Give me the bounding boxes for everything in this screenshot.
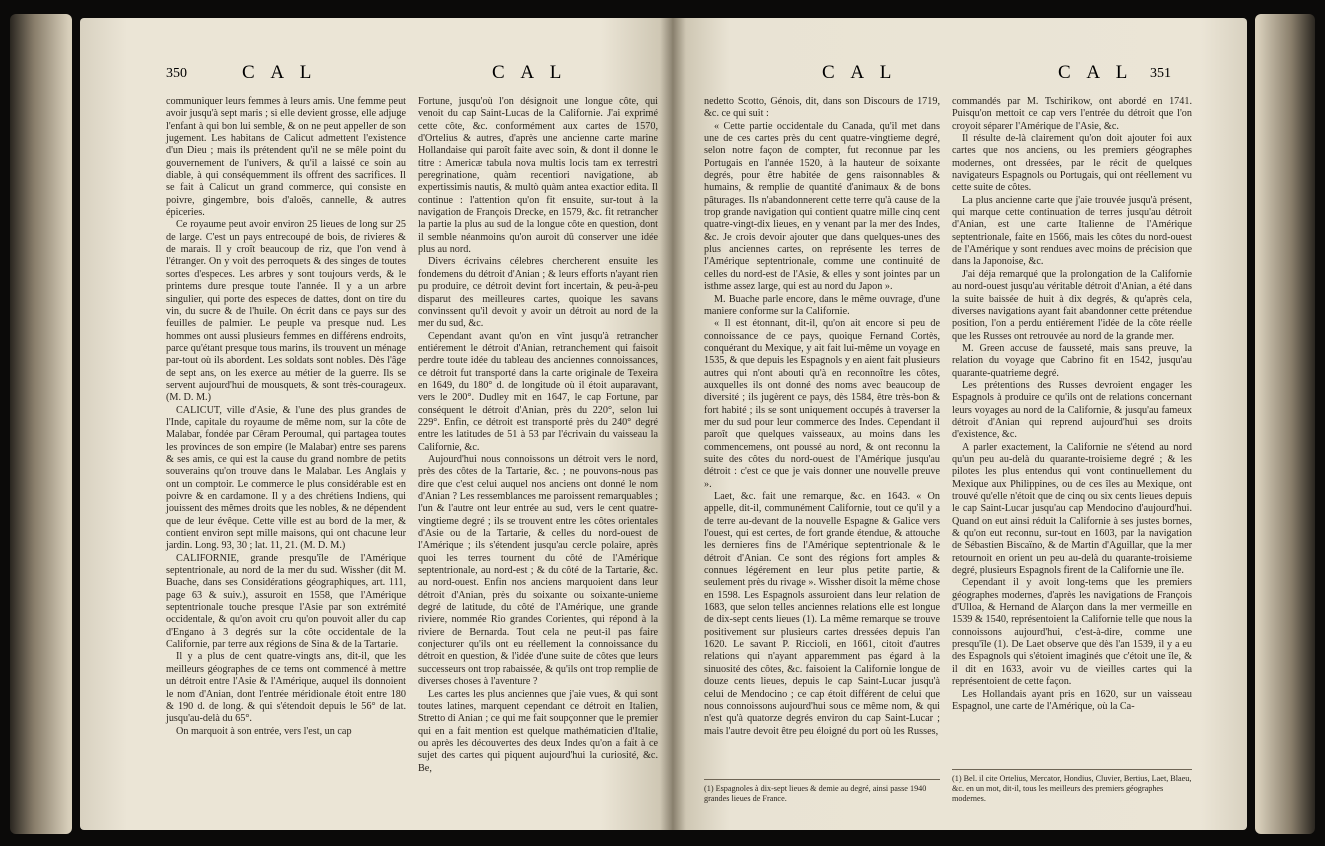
paragraph: J'ai déja remarqué que la prolongation de la Californie au nord-ouest jusqu'au véritable détroit d'Anian, a été dans la suite baissée de huit à dix degrés, & qu'après cela, diverses navigations ayant fait abandonner cette prétendue position, l'on a perdu entiérement l'idée de la côte réelle que les Russes ont retrouvée au nord de la grande mer. (952, 268, 1192, 342)
paragraph: La plus ancienne carte que j'aie trouvée jusqu'à présent, qui marque cette continuation de terres jusqu'au détroit d'Anian, est une carte Italienne de l'Amérique septentrionale, faite en 1566, mais les côtes du nord-ouest de l'Amérique y sont rendues avec moins de précision que dans la Japonoise, &c. (952, 194, 1192, 268)
running-head: C A L (492, 62, 568, 83)
paragraph: M. Buache parle encore, dans le même ouvrage, d'une maniere conforme sur la Californie. (704, 293, 940, 317)
paragraph: Divers écrivains célebres chercherent ensuite les fondemens du détroit d'Anian ; & leurs efforts n'ayant rien pu produire, ce détroit devint fort incertain, & peu-à-peu disparut des meilleures cartes, quoique les savans convinssent qu'il devoit y avoir un détroit au nord de la mer du sud, &c. (418, 256, 658, 330)
right-page (672, 18, 1247, 830)
paragraph: Fortune, jusqu'où l'on désignoit une longue côte, qui venoit du cap Saint-Lucas de la Californie. J'ai exprimé cette côte, &c. conformément aux cartes de 1570, d'Ortelius & autres, d'après une ancienne carte marine Hollandaise qui paroît faite avec soin, & dont il donne le titre : Americæ tabula nova multis locis tam ex terrestri peregrinatione, quàm recentiori navigatione, ab expertissimis nautis, & multò quàm antea exactior edita. Il continue : l'attention qu'on fit ensuite, sur-tout à la navigation de François Drecke, en 1579, &c. fit retrancher la partie la plus au sud de la longue côte en question, dont il semble néanmoins qu'on auroit dû conserver une idée plus au nord. (418, 96, 658, 256)
right-page-edges (1255, 14, 1315, 834)
paragraph: CALIFORNIE, grande presqu'île de l'Amérique septentrionale, au nord de la mer du sud. Wissher (dit M. Buache, dans ses Considérations géographiques, art. 111, page 63 & suiv.), assuroit en 1558, que l'Amérique septentrionale touche presque l'Asie par son extrémité occidentale, & qu'on avoit cru qu'on pouvoit aller du cap d'Engano à 3 degrés sur la côte occidentale de la Californie, par terre aux régions de Sina & de la Tartarie. (166, 552, 406, 651)
paragraph: Laet, &c. fait une remarque, &c. en 1643. « On appelle, dit-il, communément Californie, tout ce qu'il y a de terre au-devant de la nouvelle Espagne & Galice vers l'ouest, qui est certes, de fort grande étendue, & attouche les dernieres fins de l'Amérique septentrionale & le détroit d'Anian. Ce sont des régions fort amples & connues légérement en leur plus petite partie, & seulement près du rivage ». Wissher disoit la même chose en 1598. Les Espagnols assuroient dans leur relation de 1683, que selon telles anciennes relations elle est longue de dix-sept cents lieues (1). La même remarque se trouve positivement sur plusieurs cartes dressées depuis l'an 1620. Le savant P. Riccioli, en 1661, citoit d'autres relations qui n'ayant apparemment pas égard à la sinuosité des côtes, &c. faisoient la Californie longue de douze cents lieues, depuis le cap Saint-Lucar jusqu'à celui de Mendocino ; ce cap étoit différent de celui que nous connoissons aujourd'hui sous ce même nom, & qui n'est qu'à quatorze degrés environ du cap Saint-Lucar ; mais l'autre devoit être peu éloigné du port où les Russes, (704, 491, 940, 737)
text-column-left-2 (418, 96, 658, 775)
paragraph: commandés par M. Tschirikow, ont abordé en 1741. Puisqu'on mettoit ce cap vers l'entrée du détroit que l'on croyoit séparer l'Amérique de l'Asie, &c. (952, 96, 1192, 132)
left-page-edges (10, 14, 72, 834)
paragraph: On marquoit à son entrée, vers l'est, un cap (176, 725, 352, 737)
running-head: C A L (822, 62, 898, 83)
paragraph: nedetto Scotto, Génois, dit, dans son Discours de 1719, &c. ce qui suit : (704, 96, 940, 120)
page-number: 351 (1150, 66, 1171, 81)
paragraph: Il y a plus de cent quatre-vingts ans, dit-il, que les meilleurs géographes de ce tems ont commencé à mettre un détroit entre l'Asie & l'Amérique, auquel ils donnoient le nom d'Anian, dont l'entrée méridionale étoit entre 180 & 190 d. de long. & qui s'étendoit depuis le 56° de lat. jusqu'au-delà du 65°. (166, 651, 406, 725)
paragraph: communiquer leurs femmes à leurs amis. Une femme peut avoir jusqu'à sept maris ; si elle devient grosse, elle adjuge l'enfant à qui bon lui semble, & on ne peut appeller de son jugement. Les habitans de Calicut admettent l'existence d'un Dieu ; mais ils prétendent qu'il ne se mêle point du gouvernement de l'univers, & qu'il a laissé ce soin au diable, à qui conséquemment ils offrent des sacrifices. Il se fait à Calicut un grand commerce, qui consiste en poivre, gingembre, bois d'aloës, cannelle, & autres épiceries. (166, 96, 406, 219)
paragraph: A parler exactement, la Californie ne s'étend au nord qu'un peu au-delà du quarante-troisieme degré ; & les pilotes les plus entendus qui vont continuellement du Mexique aux Philippines, ou de ces îles au Mexique, ont trouvé qu'elle n'étoit que de cinq ou six cents lieues depuis le cap Saint-Lucar jusqu'au cap Mendocino d'aujourd'hui. Quand on eut ainsi réduit la Californie à ses justes bornes, & qu'on eut reconnu, sur-tout en 1603, par la navigation de Sébastien Biscaïno, & de Martin d'Aguillar, que la mer retournoit en orient un peu au-delà du quarante-troisieme degré, plusieurs Espagnols firent de la Californie une île. (952, 441, 1192, 577)
running-head: C A L (242, 62, 318, 83)
paragraph: CALICUT, ville d'Asie, & l'une des plus grandes de l'Inde, capitale du royaume de même nom, sur la côte de Malabar, fondée par Cêram Peroumal, qui partagea toutes les provinces de son empire (le Malabar) entre ses parens & ses amis, ce qui est la cause du grand nombre de petits souverains qu'on trouve dans le Malabar. Les Anglais y ont un comptoir. Le commerce le plus considérable est en poivre & en cardamone. Il y a des chrétiens Indiens, qui jouissent des mêmes droits que les nobles, & ne dépendent que de leur évêque. Cette ville est au bord de la mer, & contient environ sept mille maisons, qui ont chacune leur jardin. Long. 93, 30 ; lat. 11, 21. (M. D. M.) (166, 404, 406, 552)
book-gutter (660, 18, 686, 830)
paragraph: Ce royaume peut avoir environ 25 lieues de long sur 25 de large. C'est un pays entrecoupé de bois, de rivieres & de marais. Il y croît beaucoup de riz, que l'on vend à l'étranger. On y voit des perroquets & des singes de toutes sortes d'especes. Les arbres y sont toujours verds, & le printems dure presque toute l'année. Il y a un arbre singulier, qui porte des especes de dattes, dont on tire du vin, du sucre & de l'huile. On écrit dans ce pays sur des feuilles de palmier. Le peuple va presque nud. Les hommes ont aussi plusieurs femmes en différens endroits, parce qu'étant presque tous marins, ils trouvent un ménage par-tout où ils abordent. Les soldats sont nobles. Dès l'âge de sept ans, on les exerce au métier de la guerre. Ils se servent aujourd'hui de mousquets, & sont très-courageux. (M. D. M.) (166, 219, 406, 404)
paragraph: « Il est étonnant, dit-il, qu'on ait encore si peu de connoissance de ce pays, quoique Fernand Cortès, conquérant du Mexique, y ait fait lui-même un voyage en 1535, & que depuis les Espagnols y en aient fait plusieurs autres qui n'ont abouti qu'à en reconnoître les côtes, auxquelles ils ont donné des noms avec beaucoup de diversité ; ils jugèrent ce pays, dès 1584, être très-bon & fort habité ; ils se sont uniquement occupés à traverser la mer du sud pour leur commerce des Indes. Cependant il paroît que quelques vaisseaux, au moins dans les commencemens, ont poussé au nord, & ont reconnu la suite des côtes du nord-ouest de l'Amérique jusqu'au détroit : c'est ce que je vais donner une nouvelle preuve ». (704, 318, 940, 490)
paragraph: « Cette partie occidentale du Canada, qu'il met dans une de ces cartes près du cent quatre-vingtieme degré, selon notre façon de compter, fut reconnue par les Portugais en l'année 1520, à la hauteur de soixante degrés, pour être habitée de gens raisonnables & humains, & remplie de quantité d'animaux & de bons pâturages. Ils n'abandonnerent cette terre qu'à cause de la trop grande navigation qui contient quatre mille cinq cent quatre-vingt-dix lieues, en y venant par la mer des Indes, &c. Je crois devoir ajouter que dans quelques-unes des plus anciennes cartes, on représente les terres de l'Amérique septentrionale, comme une continuité de celles du nord-est de l'Asie, & elles y sont jointes par un isthme assez large, qui est au nord du Japon ». (704, 120, 940, 293)
left-page (80, 18, 672, 830)
paragraph: Les Hollandais ayant pris en 1620, sur un vaisseau Espagnol, une carte de l'Amérique, où la Ca- (952, 688, 1192, 712)
paragraph: Les prétentions des Russes devroient engager les Espagnols à produire ce qu'ils ont de relations concernant leurs voyages au nord de la Californie, & jusqu'au fameux détroit d'Anian qui reprend aujourd'hui ses droits d'existence, &c. (952, 379, 1192, 441)
text-column-right-2 (952, 96, 1192, 713)
page-number: 350 (166, 66, 187, 81)
paragraph: Les cartes les plus anciennes que j'aie vues, & qui sont toutes latines, marquent cependant ce détroit en Italien, Stretto di Anian ; ce qui me fait soupçonner que le premier qui en a fait mention est quelque mathématicien d'Italie, ou après les découvertes des deux Indes qu'on a fait à ce sujet des cartes qui piquent aujourd'hui la curiosité, &c. Be, (418, 688, 658, 774)
footnote: (1) Espagnoles à dix-sept lieues & demie au degré, ainsi passe 1940 grandes lieues de France. (704, 779, 940, 804)
text-column-right-1 (704, 96, 940, 738)
text-column-left-1 (166, 96, 406, 738)
footnote: (1) Bel. il cite Ortelius, Mercator, Hondius, Cluvier, Bertius, Laet, Blaeu, &c. en un mot, dit-il, tous les meilleurs des premiers géographes modernes. (952, 769, 1192, 804)
paragraph: Il résulte de-là clairement qu'on doit ajouter foi aux cartes que nos anciens, ou les premiers géographes modernes, ont dressées, par le récit de quelques navigateurs Espagnols ou Portugais, qui ont réellement vu cette suite de côtes. (952, 133, 1192, 194)
paragraph: Aujourd'hui nous connoissons un détroit vers le nord, près des côtes de la Tartarie, &c. ; ne pouvons-nous pas dire que c'est celui auquel nos anciens ont donné le nom d'Anian ? Les ressemblances me paroissent remarquables ; l'un & l'autre ont leur entrée au sud, vers le cent quatre-vingtieme degré ; ils se trouvent entre les côtes orientales d'Asie ou de la Tartarie, & celles du nord-ouest de l'Amérique ; ils s'étendent jusqu'au cercle polaire, après quoi les terres tournent du côté de l'Amérique septentrionale, au nord-est ; & du côté de la Tartarie, &c. au nord-ouest. Enfin nos anciens marquoient dans leur détroit d'Anian, près du soixante ou soixante-unieme degré de latitude, du côté de l'Amérique, une grande riviere, nommée Rio grandes Corientes, qui répond à la riviere de Bernarda. Tout cela ne peut-il pas faire conjecturer qu'ils ont eu réellement la connoissance du détroit en question, & l'idée d'une suite de côtes que leurs successeurs ont trop rabaissée, & qu'ils ont trop remplie de diverses choses à l'aventure ? (418, 453, 658, 688)
paragraph: Cependant il y avoit long-tems que les premiers géographes modernes, d'après les navigations de François d'Ulloa, & Hernand de Alarçon dans la mer vermeille en 1539 & 1540, représentoient la Californie telle que nous la connoissons aujourd'hui, c'est-à-dire, comme une presqu'île (1). De Laet observe que dès l'an 1539, il y a eu des Espagnols qui s'étoient imaginés que c'étoit une île, & il dit en 1633, avoir vu de vieilles cartes qui la représentoient de cette façon. (952, 577, 1192, 688)
running-head: C A L (1058, 62, 1134, 83)
paragraph: Cependant avant qu'on en vînt jusqu'à retrancher entiérement le détroit d'Anian, retranchement qui faisoit perdre toute idée du tableau des anciennes connoissances, ce détroit fut transporté dans la carte originale de Texeira en 1649, du 180° d. de longitude où il étoit auparavant, vers le 200°. Dudley mit en 1647, le cap Fortune, par conséquent le détroit d'Anian, près du 220°, selon lui 229°. Enfin, ce détroit est transporté près du 240° degré entre les latitudes de 51 à 53 par l'écrivain du vaisseau la Californie, &c. (418, 330, 658, 453)
paragraph: M. Green accuse de fausseté, mais sans preuve, la relation du voyage que Cabrino fit en 1542, jusqu'au quarante-quatrieme degré. (952, 342, 1192, 379)
open-book (10, 8, 1315, 840)
